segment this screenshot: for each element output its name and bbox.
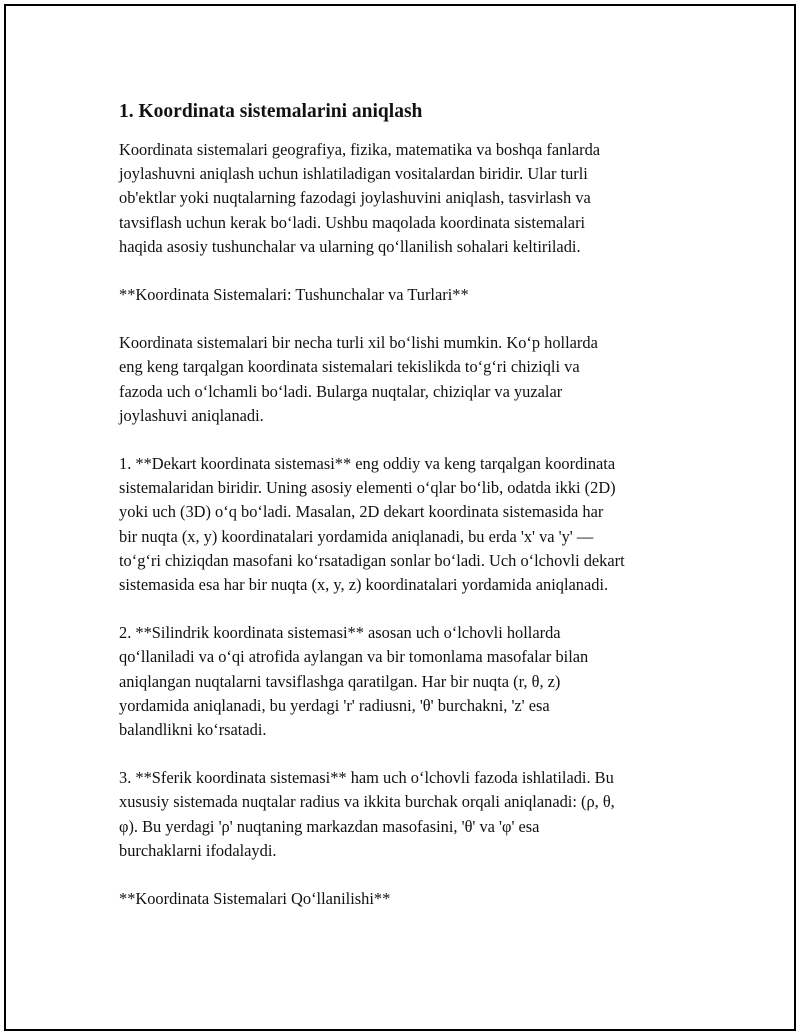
- text-line: 3. **Sferik koordinata sistemasi** ham uch o‘lchovli fazoda ishlatiladi. Bu: [119, 768, 614, 788]
- text-line: burchaklarni ifodalaydi.: [119, 840, 277, 860]
- document-body: [119, 99, 704, 935]
- text-line: sistemalaridan biridir. Uning asosiy elementi o‘qlar bo‘lib, odatda ikki (2D): [119, 478, 616, 498]
- text-line: 2. **Silindrik koordinata sistemasi** asosan uch o‘lchovli hollarda: [119, 623, 561, 643]
- text-line: yordamida aniqlanadi, bu yerdagi 'r' radiusni, 'θ' burchakni, 'z' esa: [119, 695, 550, 715]
- paragraph-intro: [119, 138, 704, 259]
- text-line: 1. **Dekart koordinata sistemasi** eng oddiy va keng tarqalgan koordinata: [119, 454, 616, 474]
- paragraph-cylindrical: [119, 621, 704, 742]
- text-line: aniqlangan nuqtalarni tavsiflashga qaratilgan. Har bir nuqta (r, θ, z): [119, 671, 561, 691]
- text-line: bir nuqta (x, y) koordinatalari yordamida aniqlanadi, bu erda 'x' va 'y' —: [119, 526, 594, 546]
- text-line: joylashuvi aniqlanadi.: [119, 405, 264, 425]
- document-title: 1. Koordinata sistemalarini aniqlash: [119, 101, 423, 122]
- text-line: Koordinata sistemalari geografiya, fizika, matematika va boshqa fanlarda: [119, 140, 601, 159]
- text-line: **Koordinata Sistemalari: Tushunchalar va Turlari**: [119, 285, 469, 305]
- text-line: balandlikni ko‘rsatadi.: [119, 720, 267, 740]
- text-line: eng keng tarqalgan koordinata sistemalari tekislikda to‘g‘ri chiziqli va: [119, 357, 580, 377]
- text-line: qo‘llaniladi va o‘qi atrofida aylangan va bir tomonlama masofalar bilan: [119, 647, 589, 667]
- text-line: tavsiflash uchun kerak bo‘ladi. Ushbu maqolada koordinata sistemalari: [119, 212, 586, 232]
- text-line: xususiy sistemada nuqtalar radius va ikkita burchak orqali aniqlanadi: (ρ, θ,: [119, 792, 615, 812]
- text-line: to‘g‘ri chiziqdan masofani ko‘rsatadigan sonlar bo‘ladi. Uch o‘lchovli dekart: [119, 550, 625, 570]
- page-frame: [4, 4, 796, 1031]
- paragraph-types: [119, 331, 704, 428]
- text-line: haqida asosiy tushunchalar va ularning qo‘llanilish sohalari keltiriladi.: [119, 236, 581, 256]
- text-line: yoki uch (3D) o‘q bo‘ladi. Masalan, 2D dekart koordinata sistemasida har: [119, 502, 604, 522]
- text-line: ob'ektlar yoki nuqtalarning fazodagi joylashuvini aniqlash, tasvirlash va: [119, 188, 591, 208]
- paragraph-spherical: [119, 766, 704, 863]
- text-line: Koordinata sistemalari bir necha turli xil bo‘lishi mumkin. Ko‘p hollarda: [119, 333, 598, 353]
- text-line: **Koordinata Sistemalari Qo‘llanilishi**: [119, 889, 391, 909]
- section-heading-types: [119, 283, 704, 307]
- text-line: joylashuvni aniqlash uchun ishlatiladigan vositalardan biridir. Ular turli: [119, 164, 588, 184]
- text-line: φ). Bu yerdagi 'ρ' nuqtaning markazdan masofasini, 'θ' va 'φ' esa: [119, 816, 540, 836]
- paragraph-cartesian: [119, 452, 704, 597]
- section-heading-applications: [119, 887, 704, 911]
- text-line: fazoda uch o‘lchamli bo‘ladi. Bularga nuqtalar, chiziqlar va yuzalar: [119, 381, 563, 401]
- text-line: sistemasida esa har bir nuqta (x, y, z) koordinatalari yordamida aniqlanadi.: [119, 575, 609, 595]
